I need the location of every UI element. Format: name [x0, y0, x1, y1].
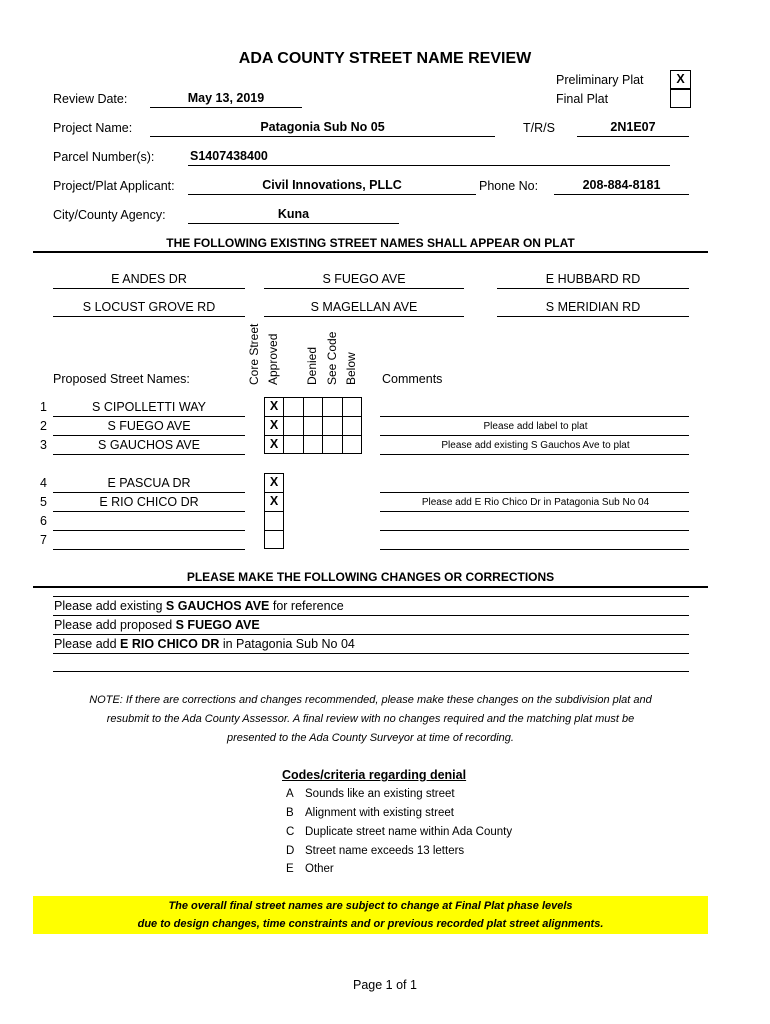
existing-street: E HUBBARD RD — [545, 272, 641, 286]
change-line — [53, 634, 689, 635]
approved-mark[interactable]: X — [269, 399, 279, 413]
row-number: 6 — [40, 514, 47, 528]
row-number: 4 — [40, 476, 47, 490]
approved-header: Approved — [266, 333, 280, 385]
applicant-underline — [188, 194, 476, 195]
trs-value: 2N1E07 — [610, 120, 656, 134]
grid-row-divider — [264, 435, 362, 436]
code-text: Sounds like an existing street — [305, 788, 455, 800]
project-name-value: Patagonia Sub No 05 — [260, 120, 385, 134]
row-number: 5 — [40, 495, 47, 509]
core-street-header: Core Street — [247, 323, 261, 385]
proposed-street-name: E RIO CHICO DR — [99, 495, 199, 509]
code-letter: C — [286, 826, 295, 838]
code-text: Alignment with existing street — [305, 807, 454, 819]
banner-line: due to design changes, time constraints and or previous recorded plat street alignments. — [137, 918, 604, 930]
comment-text: Please add existing S Gauchos Ave to plat — [441, 440, 630, 451]
existing-street: S FUEGO AVE — [322, 272, 406, 286]
code-letter: B — [286, 807, 294, 819]
final-plat-checkbox[interactable] — [670, 89, 691, 108]
changes-heading: PLEASE MAKE THE FOLLOWING CHANGES OR CORRECTIONS — [186, 570, 555, 584]
comment-underline — [380, 549, 689, 550]
note-line: NOTE: If there are corrections and changes recommended, please make these changes on the subdivision plat and — [89, 694, 652, 706]
banner-line: The overall final street names are subject to change at Final Plat phase levels — [168, 900, 573, 912]
existing-street-underline — [497, 288, 689, 289]
code-text: Other — [305, 863, 334, 875]
comment-underline — [380, 416, 689, 417]
phone-value: 208-884-8181 — [582, 178, 661, 192]
existing-street-underline — [53, 288, 245, 289]
trs-label: T/R/S — [523, 121, 555, 135]
comment-underline — [380, 435, 689, 436]
grid-divider — [342, 397, 343, 454]
existing-street: E ANDES DR — [111, 272, 187, 286]
change-item: Please add E RIO CHICO DR in Patagonia Sub No 04 — [54, 637, 355, 651]
existing-heading-rule — [33, 251, 708, 253]
code-text: Street name exceeds 13 letters — [305, 845, 465, 857]
changes-heading-rule — [33, 586, 708, 588]
agency-label: City/County Agency: — [53, 208, 166, 222]
proposed-street-underline — [53, 530, 245, 531]
change-item: Please add existing S GAUCHOS AVE for reference — [54, 599, 344, 613]
grid-row-divider — [264, 492, 284, 493]
comment-underline — [380, 530, 689, 531]
approved-mark[interactable]: X — [269, 418, 279, 432]
note-line: presented to the Ada County Surveyor at time of recording. — [227, 732, 514, 744]
trs-underline — [577, 136, 689, 137]
proposed-street-name: S GAUCHOS AVE — [98, 438, 200, 452]
existing-street: S MAGELLAN AVE — [310, 300, 418, 314]
change-line — [53, 671, 689, 672]
see-code-header: See Code — [325, 331, 339, 385]
grid-row-divider — [264, 530, 284, 531]
parcel-label: Parcel Number(s): — [53, 150, 155, 164]
code-letter: E — [286, 863, 294, 875]
note-line: resubmit to the Ada County Assessor. A final review with no changes required and the matching plat must be — [106, 713, 635, 725]
page-title: ADA COUNTY STREET NAME REVIEW — [238, 50, 532, 67]
proposed-street-underline — [53, 435, 245, 436]
approved-mark[interactable]: X — [269, 437, 279, 451]
grid-divider — [322, 397, 323, 454]
change-line — [53, 653, 689, 654]
change-line — [53, 596, 689, 597]
comment-text: Please add E Rio Chico Dr in Patagonia Sub No 04 — [421, 497, 650, 508]
review-date-label: Review Date: — [53, 92, 128, 106]
applicant-value: Civil Innovations, PLLC — [262, 178, 402, 192]
project-name-underline — [150, 136, 495, 137]
below-header: Below — [344, 352, 358, 385]
applicant-label: Project/Plat Applicant: — [53, 179, 175, 193]
grid-row-divider — [264, 416, 362, 417]
comments-label: Comments — [382, 372, 443, 386]
change-line — [53, 615, 689, 616]
comment-underline — [380, 511, 689, 512]
grid-row-divider — [264, 511, 284, 512]
change-item: Please add proposed S FUEGO AVE — [54, 618, 260, 632]
proposed-street-underline — [53, 549, 245, 550]
phone-underline — [554, 194, 689, 195]
agency-underline — [188, 223, 399, 224]
proposed-names-label: Proposed Street Names: — [53, 372, 190, 386]
preliminary-plat-label: Preliminary Plat — [556, 73, 644, 87]
comment-underline — [380, 492, 689, 493]
row-number: 7 — [40, 533, 47, 547]
existing-street: S LOCUST GROVE RD — [82, 300, 216, 314]
existing-streets-heading: THE FOLLOWING EXISTING STREET NAMES SHALL APPEAR ON PLAT — [166, 236, 575, 250]
proposed-street-name: E PASCUA DR — [107, 476, 191, 490]
page-number: Page 1 of 1 — [353, 978, 417, 992]
existing-street: S MERIDIAN RD — [545, 300, 641, 314]
code-letter: A — [286, 788, 294, 800]
proposed-street-underline — [53, 511, 245, 512]
existing-street-underline — [53, 316, 245, 317]
row-number: 3 — [40, 438, 47, 452]
phone-label: Phone No: — [479, 179, 539, 193]
agency-value: Kuna — [277, 207, 310, 221]
proposed-street-name: S FUEGO AVE — [107, 419, 191, 433]
existing-street-underline — [264, 288, 464, 289]
review-date-underline — [150, 107, 302, 108]
proposed-street-name: S CIPOLLETTI WAY — [92, 400, 206, 414]
preliminary-plat-checkbox[interactable]: X — [670, 70, 691, 89]
code-letter: D — [286, 845, 295, 857]
existing-street-underline — [264, 316, 464, 317]
comment-text: Please add label to plat — [483, 421, 588, 432]
approved-mark[interactable]: X — [269, 494, 279, 508]
parcel-value: S1407438400 — [190, 149, 268, 163]
review-date-value: May 13, 2019 — [187, 91, 265, 105]
grid-divider — [303, 397, 304, 454]
proposed-street-underline — [53, 416, 245, 417]
proposed-street-underline — [53, 454, 245, 455]
proposed-street-underline — [53, 492, 245, 493]
comment-underline — [380, 454, 689, 455]
approved-mark[interactable]: X — [269, 475, 279, 489]
code-text: Duplicate street name within Ada County — [305, 826, 513, 838]
parcel-underline — [188, 165, 670, 166]
codes-heading: Codes/criteria regarding denial — [282, 768, 467, 782]
row-number: 2 — [40, 419, 47, 433]
project-name-label: Project Name: — [53, 121, 133, 135]
row-number: 1 — [40, 400, 47, 414]
final-plat-label: Final Plat — [556, 92, 609, 106]
denied-header: Denied — [305, 346, 319, 385]
existing-street-underline — [497, 316, 689, 317]
